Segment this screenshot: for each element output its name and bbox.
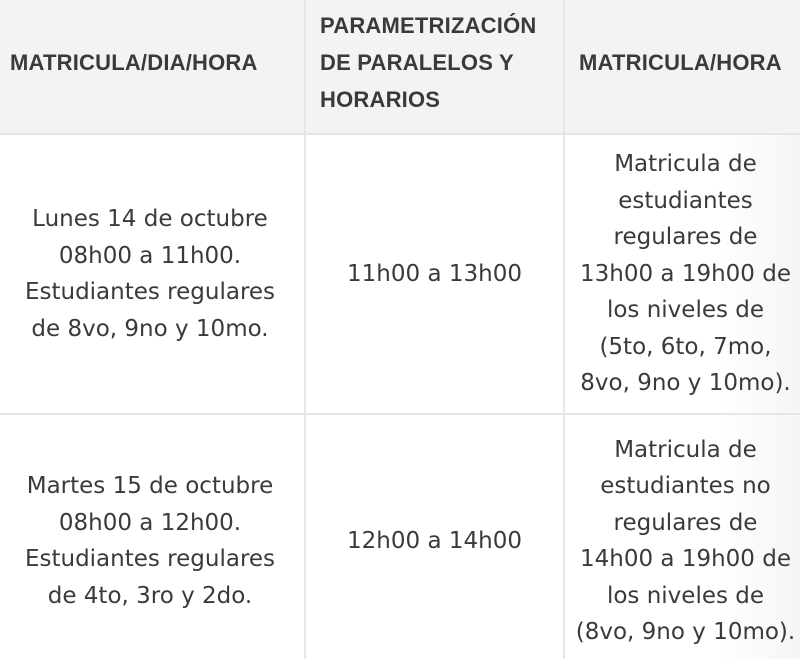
row-1-enrollment-cell [564,134,800,414]
row-1-parametrization-time: 11h00 a 13h00 [347,260,522,287]
row-1-date-cell [0,134,305,414]
row-1-enrollment-line-7: 8vo, 9no y 10mo). [580,370,791,397]
row-1-date-line-3: Estudiantes regulares [24,279,276,305]
row-1-parametrization-cell [305,134,564,414]
row-2-enrollment-cell [564,414,800,659]
row-2-enrollment-line-3: regulares de [613,509,758,536]
row-1-enrollment-line-2: estudiantes [618,187,753,214]
header-parametrizacion-line-1: PARAMETRIZACIÓN [320,13,537,38]
row-2-enrollment-line-2: estudiantes no [600,473,771,499]
table-body [0,134,800,659]
table-header [0,0,800,134]
row-1-enrollment-line-6: (5to, 6to, 7mo, [599,333,772,360]
row-2-date-cell [0,414,305,659]
header-matricula-hora: MATRICULA/HORA [564,0,800,134]
row-2-date-line-2: 08h00 a 12h00. [58,509,242,536]
header-parametrizacion [305,0,564,134]
row-1-enrollment-line-5: los niveles de [606,297,765,324]
row-1-date-line-1: Lunes 14 de octubre [32,206,268,232]
row-2-date-line-3: Estudiantes regulares [24,546,276,572]
row-1-enrollment-line-3: regulares de [613,224,758,251]
header-matricula-dia-hora: MATRICULA/DIA/HORA [0,0,305,134]
row-1-date-line-2: 08h00 a 11h00. [58,242,242,269]
row-1-date-line-4: de 8vo, 9no y 10mo. [31,315,269,342]
row-1-enrollment-line-1: Matricula de [614,151,757,178]
row-2-enrollment-line-1: Matricula de [614,436,757,463]
header-row [0,0,800,134]
row-2-enrollment-line-4: 14h00 a 19h00 de [580,546,791,572]
row-2-enrollment-line-6: (8vo, 9no y 10mo). [575,619,796,645]
table-row [0,414,800,659]
header-parametrizacion-line-2: DE PARALELOS Y [320,50,514,75]
row-2-parametrization-time: 12h00 a 14h00 [347,527,522,554]
row-2-parametrization-cell [305,414,564,659]
table-row [0,134,800,414]
row-2-date-line-4: de 4to, 3ro y 2do. [47,582,253,609]
row-1-enrollment-line-4: 13h00 a 19h00 de [580,260,791,287]
row-2-enrollment-line-5: los niveles de [606,582,765,609]
row-2-date-line-1: Martes 15 de octubre [26,473,274,499]
header-parametrizacion-line-3: HORARIOS [320,87,441,112]
